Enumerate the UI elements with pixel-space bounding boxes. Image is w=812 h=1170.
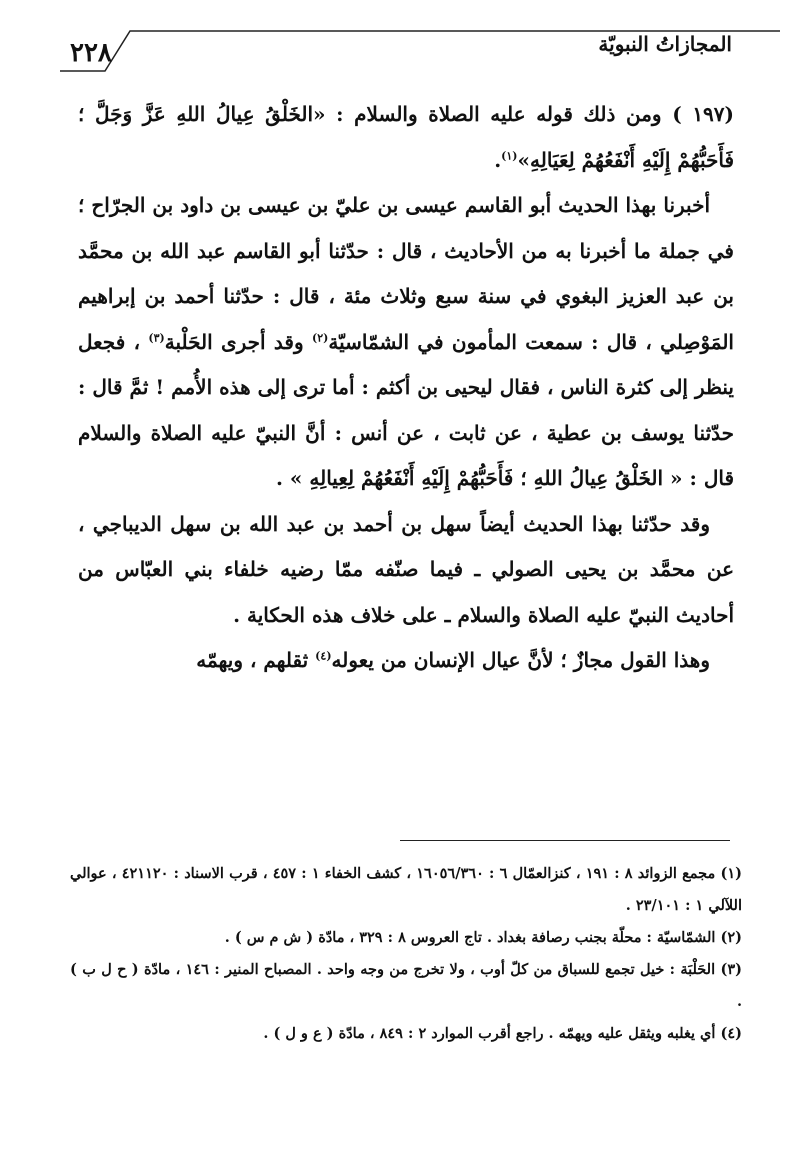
commentary-text-1: وهذا القول مجازٌ ؛ لأنَّ عيال الإنسان من يعوله: [331, 648, 710, 672]
footnote-ref-4[interactable]: (٤): [315, 649, 332, 663]
footnote-4: (٤) أي يغلبه ويثقل عليه ويهمّه . راجع أقرب الموارد ٢ : ٨٤٩ ، مادّة ( ع و ل ) .: [263, 1025, 742, 1042]
footnote-2: (٢) الشمّاسيّة : محلّة بجنب رصافة بغداد . تاج العروس ٨ : ٣٢٩ ، مادّة ( ش م س ) .: [224, 929, 742, 946]
footnote-ref-2[interactable]: (٢): [311, 330, 329, 344]
footnotes: [70, 858, 742, 1050]
punctuation: .: [494, 147, 502, 172]
hadith-number: (١٩٧ ): [672, 102, 735, 126]
footnote-3: (٣) الحَلْبَة : خيل تجمع للسباق من كلّ أوب ، ولا تخرج من وجه واحد . المصباح المنير : ١٤٦ ، مادّة ( ح ل ب ) .: [70, 961, 742, 1010]
footnote-ref-1[interactable]: (١): [501, 148, 518, 162]
isnad-text-3: ، فجعل ينظر إلى كثرة الناس ، فقال ليحيى بن أكثم : أما ترى إلى هذه الأُمم ! ثمَّ قال : حدّثنا يوسف بن عطية ، عن ثابت ، عن أنس : أنَّ النبيّ عليه الصلاة والسلام قال :: [78, 329, 734, 490]
punctuation: .: [275, 466, 283, 490]
paragraph-isnad: [78, 183, 734, 502]
isnad-text-1: أخبرنا بهذا الحديث أبو القاسم عيسى بن عليّ بن عيسى بن داود بن الجرّاح ؛ في جملة ما أخبرنا به من الأحاديث ، قال : حدّثنا أبو القاسم عبد الله بن محمَّد بن عبد العزيز البغوي في سنة سبع وثلاث مئة ، قال : حدّثنا أحمد بن إبراهيم المَوْصِلي ، قال : سمعت المأمون في الشمّاسيّة: [78, 193, 734, 354]
footnote-1: (١) مجمع الزوائد ٨ : ١٩١ ، كنزالعمّال ٦ : ١٦٠٥٦/٣٦٠ ، كشف الخفاء ١ : ٤٥٧ ، قرب الاسناد : ٤٢١١٢٠ ، عوالي اللآلي ١ : ٢٣/١٠١ .: [70, 865, 743, 914]
footnote-ref-3[interactable]: (٣): [148, 330, 165, 344]
hadith-quote-2: « الخَلْقُ عِيالُ اللهِ ؛ فَأَحَبُّهُمْ إِلَيْهِ أَنْفَعُهُمْ لِعِيالِهِ »: [289, 466, 683, 490]
commentary-text-2: ثقلهم ، ويهمّه: [196, 648, 309, 672]
running-header-title: المجازاتُ النبويّة: [598, 32, 732, 56]
hadith-intro: ومن ذلك قوله عليه الصلاة والسلام :: [336, 102, 662, 126]
main-text: [78, 92, 734, 684]
footnote-separator: [400, 840, 730, 841]
hadith-quote: «الخَلْقُ عِيالُ اللهِ عَزَّ وَجَلَّ ؛ فَأَحَبُّهُمْ إِلَيْهِ أَنْفَعُهُمْ لِعَيَالِهِ»: [78, 102, 734, 172]
paragraph-hadith-197: [78, 92, 734, 183]
paragraph-second-isnad: وقد حدّثنا بهذا الحديث أيضاً سهل بن أحمد بن عبد الله بن سهل الديباجي ، عن محمَّد بن يحيى الصولي ـ فيما صنّفه ممّا رضيه خلفاء بني العبّاس من أحاديث النبيّ عليه الصلاة والسلام ـ على خلاف هذه الحكاية .: [78, 511, 734, 627]
paragraph-commentary: [78, 638, 734, 684]
page-number: ٢٢٨: [70, 38, 112, 68]
isnad-text-2: وقد أجرى الحَلْبة: [164, 329, 304, 354]
